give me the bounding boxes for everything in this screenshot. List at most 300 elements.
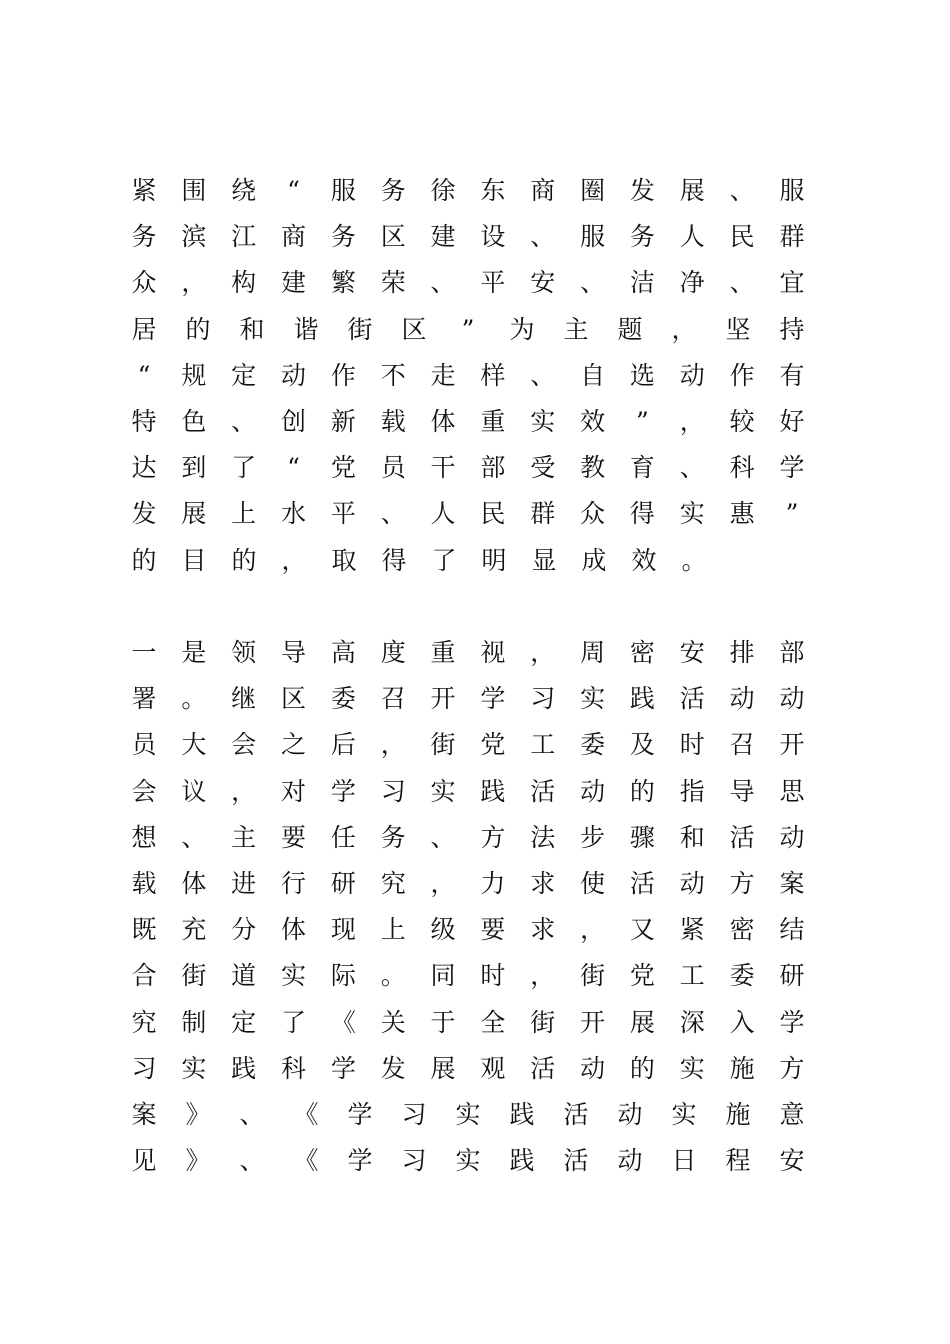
text-char: 定 — [231, 360, 257, 390]
text-char: 服 — [330, 176, 356, 205]
text-char: 》 — [185, 1099, 211, 1129]
text-char: 会 — [131, 776, 157, 806]
text-line — [130, 815, 806, 861]
text-char: 观 — [480, 1053, 506, 1083]
text-char: 委 — [580, 730, 606, 760]
text-char: 合 — [131, 961, 157, 991]
text-char: 习 — [530, 684, 556, 714]
text-char: 宜 — [779, 268, 805, 298]
text-char: 、 — [530, 360, 556, 390]
text-char: 的 — [185, 314, 211, 344]
text-line — [130, 445, 806, 491]
text-char: 想 — [131, 822, 157, 852]
text-char: 走 — [430, 360, 456, 390]
text-char: 动 — [679, 868, 705, 898]
text-char: 。 — [181, 684, 207, 714]
paragraph-2 — [130, 630, 806, 1184]
text-char: 究 — [380, 868, 406, 898]
text-char: 有 — [779, 360, 805, 390]
text-char: 紧 — [679, 915, 705, 945]
text-char: 成 — [581, 545, 607, 575]
text-char: 周 — [580, 638, 606, 667]
text-char: 街 — [580, 961, 606, 991]
text-char: ， — [380, 730, 406, 760]
text-line — [130, 399, 806, 445]
text-char: 街 — [181, 961, 207, 991]
text-char: 群 — [779, 222, 805, 252]
text-char: 、 — [530, 222, 556, 252]
text-char: 排 — [729, 638, 755, 667]
text-char: 务 — [330, 222, 356, 252]
text-char: 重 — [430, 638, 456, 667]
text-char: 研 — [330, 868, 356, 898]
text-char: 持 — [779, 314, 805, 344]
text-char: 体 — [181, 868, 207, 898]
text-char: 新 — [330, 406, 356, 436]
text-char: 紧 — [131, 176, 157, 205]
text-char: 为 — [509, 314, 535, 344]
text-char: 活 — [530, 776, 556, 806]
text-char: 方 — [779, 1053, 805, 1083]
text-char: 特 — [131, 406, 157, 436]
text-char: 同 — [430, 961, 456, 991]
text-line — [130, 491, 806, 537]
text-char: 、 — [181, 822, 207, 852]
text-char: ， — [281, 545, 307, 575]
text-char: 服 — [580, 222, 606, 252]
text-char: 创 — [281, 406, 307, 436]
text-line — [130, 538, 806, 584]
text-char: 水 — [281, 499, 307, 529]
text-char: 法 — [530, 822, 556, 852]
text-char: 好 — [779, 406, 805, 436]
text-char: 构 — [231, 268, 257, 298]
text-char: 召 — [380, 684, 406, 714]
text-char: 实 — [455, 1099, 481, 1129]
text-char: 实 — [580, 684, 606, 714]
text-char: 、 — [729, 268, 755, 298]
text-char: 习 — [401, 1146, 427, 1176]
text-char: 实 — [181, 1053, 207, 1083]
text-line — [130, 307, 806, 353]
text-char: 分 — [231, 915, 257, 945]
text-char: 动 — [679, 360, 705, 390]
text-char: 习 — [131, 1053, 157, 1083]
text-char: 商 — [281, 222, 307, 252]
text-char: 密 — [729, 915, 755, 945]
text-char: 学 — [779, 453, 805, 483]
text-char: ” — [785, 499, 799, 529]
text-char: 众 — [580, 499, 606, 529]
text-char: 实 — [455, 1146, 481, 1176]
text-char: 建 — [281, 268, 307, 298]
text-char: 工 — [530, 730, 556, 760]
text-line — [130, 214, 806, 260]
text-char: 展 — [629, 1007, 655, 1037]
text-char: 活 — [563, 1146, 589, 1176]
text-char: 圈 — [580, 176, 606, 205]
text-char: 上 — [231, 499, 257, 529]
text-char: ， — [679, 406, 705, 436]
text-char: 活 — [530, 1053, 556, 1083]
text-char: 充 — [181, 915, 207, 945]
text-char: 区 — [401, 314, 427, 344]
text-char: 发 — [131, 499, 157, 529]
text-char: 要 — [281, 822, 307, 852]
text-char: 科 — [281, 1053, 307, 1083]
text-char: 实 — [430, 776, 456, 806]
text-char: 度 — [380, 638, 406, 667]
text-char: 活 — [729, 822, 755, 852]
text-char: 开 — [580, 1007, 606, 1037]
text-char: 主 — [231, 822, 257, 852]
text-char: 进 — [231, 868, 257, 898]
text-char: 动 — [729, 684, 755, 714]
text-char: 、 — [580, 268, 606, 298]
text-char: 安 — [679, 638, 705, 667]
text-line — [130, 1000, 806, 1046]
text-char: 动 — [580, 776, 606, 806]
text-char: 坚 — [725, 314, 751, 344]
text-char: 服 — [779, 176, 805, 205]
text-line — [130, 260, 806, 306]
text-char: 展 — [181, 499, 207, 529]
text-char: 施 — [725, 1099, 751, 1129]
text-char: 街 — [530, 1007, 556, 1037]
text-char: 活 — [629, 868, 655, 898]
text-char: “ — [287, 176, 300, 205]
text-char: 党 — [629, 961, 655, 991]
text-char: 关 — [380, 1007, 406, 1037]
text-char: 样 — [480, 360, 506, 390]
text-char: 动 — [779, 822, 805, 852]
text-char: 东 — [480, 176, 506, 205]
text-char: 署 — [131, 684, 157, 714]
text-char: 建 — [430, 222, 456, 252]
text-char: 部 — [779, 638, 805, 667]
text-char: 委 — [330, 684, 356, 714]
text-char: 平 — [480, 268, 506, 298]
text-char: 实 — [679, 1053, 705, 1083]
text-char: 时 — [480, 961, 506, 991]
text-char: 际 — [330, 961, 356, 991]
text-char: 展 — [679, 176, 705, 205]
text-char: 科 — [729, 453, 755, 483]
text-char: 视 — [480, 638, 506, 667]
text-char: 江 — [231, 222, 257, 252]
text-char: 重 — [480, 406, 506, 436]
text-char: 载 — [380, 406, 406, 436]
text-char: 入 — [729, 1007, 755, 1037]
text-line — [130, 1138, 806, 1184]
text-char: 的 — [629, 1053, 655, 1083]
text-char: 效 — [580, 406, 606, 436]
text-char: 领 — [231, 638, 257, 667]
text-char: 使 — [580, 868, 606, 898]
text-char: 徐 — [430, 176, 456, 205]
text-char: 繁 — [330, 268, 356, 298]
text-char: 任 — [330, 822, 356, 852]
text-char: ， — [530, 638, 556, 667]
text-char: 践 — [629, 684, 655, 714]
text-char: 是 — [181, 638, 207, 667]
text-char: 级 — [430, 915, 456, 945]
text-char: ， — [430, 868, 456, 898]
text-char: 务 — [380, 176, 406, 205]
text-char: 践 — [509, 1146, 535, 1176]
text-char: 结 — [779, 915, 805, 945]
text-char: 、 — [239, 1099, 265, 1129]
text-char: ， — [580, 915, 606, 945]
text-char: 实 — [679, 499, 705, 529]
text-char: 时 — [679, 730, 705, 760]
text-char: 学 — [347, 1099, 373, 1129]
text-char: 展 — [430, 1053, 456, 1083]
text-char: 制 — [181, 1007, 207, 1037]
text-line — [130, 1092, 806, 1138]
text-char: 得 — [629, 499, 655, 529]
text-char: 了 — [281, 1007, 307, 1037]
text-char: 一 — [131, 638, 157, 667]
text-char: 安 — [530, 268, 556, 298]
text-char: 意 — [779, 1099, 805, 1129]
text-char: “ — [287, 453, 300, 483]
text-char: 学 — [779, 1007, 805, 1037]
text-char: 后 — [330, 730, 356, 760]
text-char: 街 — [347, 314, 373, 344]
text-char: 见 — [131, 1146, 157, 1176]
text-char: 既 — [131, 915, 157, 945]
text-char: 案 — [131, 1099, 157, 1129]
text-char: 安 — [779, 1146, 805, 1176]
text-char: 学 — [480, 684, 506, 714]
text-char: 实 — [281, 961, 307, 991]
text-char: 践 — [231, 1053, 257, 1083]
text-char: 求 — [530, 868, 556, 898]
text-char: 干 — [430, 453, 456, 483]
text-char: 动 — [580, 1053, 606, 1083]
text-char: 目 — [181, 545, 207, 575]
text-char: 动 — [281, 360, 307, 390]
text-char: 活 — [679, 684, 705, 714]
text-line — [130, 168, 806, 214]
text-char: 明 — [481, 545, 507, 575]
text-char: 商 — [530, 176, 556, 205]
text-char: 学 — [347, 1146, 373, 1176]
text-char: 究 — [131, 1007, 157, 1037]
text-char: 求 — [530, 915, 556, 945]
text-char: 惠 — [729, 499, 755, 529]
text-char: 指 — [679, 776, 705, 806]
text-char: 施 — [729, 1053, 755, 1083]
text-char: ” — [461, 314, 475, 344]
text-char: ， — [231, 776, 257, 806]
text-char: 作 — [330, 360, 356, 390]
text-char: 上 — [380, 915, 406, 945]
text-char: 道 — [231, 961, 257, 991]
text-char: 动 — [617, 1099, 643, 1129]
text-char: 色 — [181, 406, 207, 436]
text-line — [130, 769, 806, 815]
text-char: 骤 — [629, 822, 655, 852]
text-char: 发 — [380, 1053, 406, 1083]
text-char: 达 — [131, 453, 157, 483]
text-char: 动 — [779, 684, 805, 714]
text-char: 行 — [281, 868, 307, 898]
text-char: 于 — [430, 1007, 456, 1037]
text-char: 和 — [239, 314, 265, 344]
text-char: 学 — [330, 776, 356, 806]
text-char: 洁 — [629, 268, 655, 298]
text-char: 不 — [380, 360, 406, 390]
text-char: 对 — [281, 776, 307, 806]
text-char: 又 — [629, 915, 655, 945]
text-line — [130, 907, 806, 953]
text-char: 践 — [480, 776, 506, 806]
text-char: 及 — [629, 730, 655, 760]
text-char: 、 — [679, 453, 705, 483]
text-char: ， — [530, 961, 556, 991]
text-char: 人 — [679, 222, 705, 252]
text-line — [130, 1046, 806, 1092]
text-char: 导 — [729, 776, 755, 806]
text-char: 绕 — [231, 176, 257, 205]
text-char: 、 — [239, 1146, 265, 1176]
text-char: 开 — [779, 730, 805, 760]
text-char: 务 — [380, 822, 406, 852]
text-char: 继 — [231, 684, 257, 714]
text-char: 之 — [281, 730, 307, 760]
text-char: ” — [636, 406, 649, 436]
text-char: 党 — [330, 453, 356, 483]
text-char: 力 — [480, 868, 506, 898]
text-char: 、 — [231, 406, 257, 436]
text-char: ， — [181, 268, 207, 298]
text-char: 党 — [480, 730, 506, 760]
text-line — [130, 861, 806, 907]
text-char: 了 — [231, 453, 257, 483]
text-char: 主 — [563, 314, 589, 344]
text-char: 平 — [330, 499, 356, 529]
text-char: 设 — [480, 222, 506, 252]
text-char: 谐 — [293, 314, 319, 344]
text-char: 案 — [779, 868, 805, 898]
text-char: 受 — [530, 453, 556, 483]
text-char: 和 — [679, 822, 705, 852]
text-char: 、 — [380, 499, 406, 529]
text-char: 了 — [431, 545, 457, 575]
text-char: 务 — [131, 222, 157, 252]
text-char: 委 — [729, 961, 755, 991]
text-char: 得 — [381, 545, 407, 575]
text-char: 员 — [131, 730, 157, 760]
text-char: 。 — [681, 545, 707, 575]
text-char: 。 — [380, 961, 406, 991]
text-char: 的 — [629, 776, 655, 806]
text-char: 动 — [617, 1146, 643, 1176]
text-char: 载 — [131, 868, 157, 898]
text-char: 思 — [779, 776, 805, 806]
text-char: 、 — [430, 822, 456, 852]
text-char: 召 — [729, 730, 755, 760]
paragraph-1 — [130, 168, 806, 584]
text-char: “ — [137, 360, 151, 390]
text-char: 区 — [281, 684, 307, 714]
text-char: 全 — [480, 1007, 506, 1037]
text-char: 方 — [729, 868, 755, 898]
text-char: 选 — [629, 360, 655, 390]
text-line — [130, 676, 806, 722]
text-char: 居 — [131, 314, 157, 344]
text-char: 会 — [231, 730, 257, 760]
text-char: 导 — [281, 638, 307, 667]
text-char: 体 — [430, 406, 456, 436]
text-char: 、 — [729, 176, 755, 205]
text-char: 深 — [679, 1007, 705, 1037]
text-char: 程 — [725, 1146, 751, 1176]
text-char: 实 — [530, 406, 556, 436]
text-char: 工 — [679, 961, 705, 991]
text-char: 开 — [430, 684, 456, 714]
text-char: 规 — [181, 360, 207, 390]
text-char: 研 — [779, 961, 805, 991]
text-char: 显 — [531, 545, 557, 575]
text-line — [130, 630, 806, 676]
text-char: 大 — [181, 730, 207, 760]
text-char: 荣 — [380, 268, 406, 298]
text-char: 体 — [281, 915, 307, 945]
text-char: 取 — [331, 545, 357, 575]
text-char: 密 — [629, 638, 655, 667]
text-char: 要 — [480, 915, 506, 945]
text-char: 教 — [580, 453, 606, 483]
text-char: 《 — [293, 1099, 319, 1129]
text-char: 民 — [729, 222, 755, 252]
text-char: 习 — [401, 1099, 427, 1129]
text-char: ， — [671, 314, 697, 344]
text-char: 步 — [580, 822, 606, 852]
text-char: 践 — [509, 1099, 535, 1129]
text-char: 《 — [330, 1007, 356, 1037]
text-char: 街 — [430, 730, 456, 760]
text-char: 效 — [631, 545, 657, 575]
text-char: 滨 — [181, 222, 207, 252]
text-char: 发 — [629, 176, 655, 205]
text-line — [130, 722, 806, 768]
text-char: 作 — [729, 360, 755, 390]
text-char: 的 — [131, 545, 157, 575]
text-char: 题 — [617, 314, 643, 344]
text-char: 到 — [181, 453, 207, 483]
text-line — [130, 953, 806, 999]
text-char: 习 — [380, 776, 406, 806]
text-char: 围 — [181, 176, 207, 205]
text-char: 自 — [580, 360, 606, 390]
text-char: 实 — [671, 1099, 697, 1129]
text-char: 、 — [430, 268, 456, 298]
text-char: 方 — [480, 822, 506, 852]
text-char: 日 — [671, 1146, 697, 1176]
text-char: 务 — [629, 222, 655, 252]
text-char: 高 — [330, 638, 356, 667]
text-char: 区 — [380, 222, 406, 252]
text-char: 现 — [330, 915, 356, 945]
text-char: 定 — [231, 1007, 257, 1037]
text-char: 民 — [480, 499, 506, 529]
text-char: 部 — [480, 453, 506, 483]
text-char: 育 — [629, 453, 655, 483]
text-char: 员 — [380, 453, 406, 483]
